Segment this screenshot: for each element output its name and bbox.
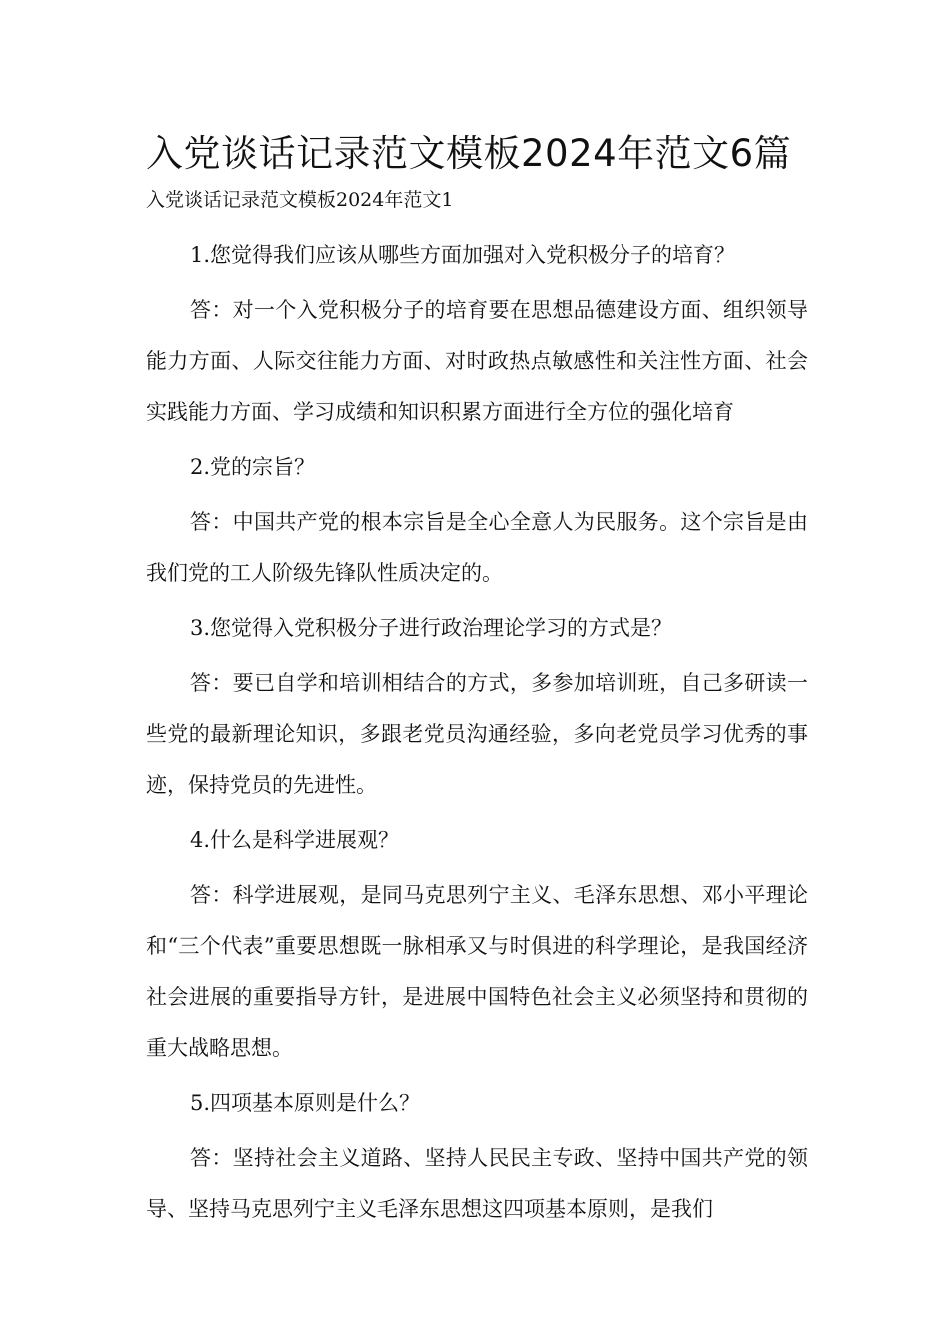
- question-1: 1.您觉得我们应该从哪些方面加强对入党积极分子的培育？: [190, 243, 736, 267]
- document-body: [146, 230, 808, 1239]
- question-4: 4.什么是科学进展观？: [190, 828, 400, 852]
- answer-4: 答：科学进展观，是同马克思列宁主义、毛泽东思想、邓小平理论和“三个代表”重要思想既一脉相承又与时俱进的科学理论，是我国经济社会进展的重要指导方针，是进展中国特色社会主义必须坚持和贯彻的重大战略思想。: [146, 883, 808, 1060]
- document-title: 入党谈话记录范文模板2024年范文6篇: [146, 132, 792, 175]
- answer-3: 答：要已自学和培训相结合的方式，多参加培训班，自己多研读一些党的最新理论知识，多跟老党员沟通经验，多向老党员学习优秀的事迹，保持党员的先进性。: [146, 671, 808, 797]
- question-2: 2.党的宗旨？: [190, 455, 316, 479]
- answer-5: 答：坚持社会主义道路、坚持人民民主专政、坚持中国共产党的领导、坚持马克思列宁主义毛泽东思想这四项基本原则，是我们: [146, 1146, 808, 1221]
- question-3: 3.您觉得入党积极分子进行政治理论学习的方式是？: [190, 616, 673, 640]
- question-5: 5.四项基本原则是什么？: [190, 1091, 421, 1115]
- document-subtitle: 入党谈话记录范文模板2024年范文1: [146, 189, 454, 211]
- answer-2: 答：中国共产党的根本宗旨是全心全意人为民服务。这个宗旨是由我们党的工人阶级先锋队性质决定的。: [146, 510, 808, 585]
- answer-1: 答：对一个入党积极分子的培育要在思想品德建设方面、组织领导能力方面、人际交往能力方面、对时政热点敏感性和关注性方面、社会实践能力方面、学习成绩和知识积累方面进行全方位的强化培育: [146, 298, 808, 424]
